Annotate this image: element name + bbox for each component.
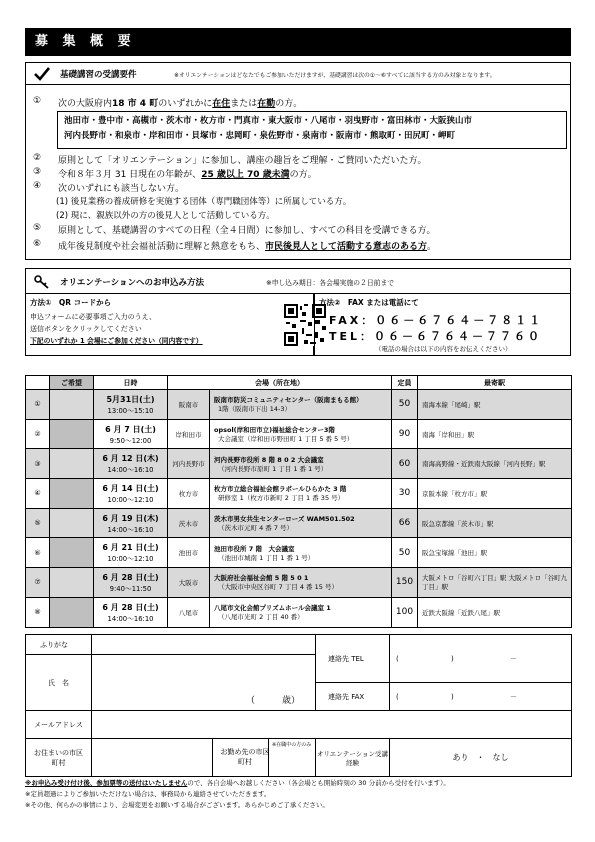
header-capacity: 定員 [392,376,418,390]
row-venue: opsol(岸和田市立)福祉総合センター3階 大会議室（岸和田市野田町 1 丁目 5 番 5 号） [210,419,392,449]
tel-number: TEL：０６－６７６４－７７６０ [329,330,543,343]
schedule-row [26,449,572,479]
row-capacity: 60 [392,449,418,479]
fax-label: 連絡先 FAX [316,683,390,711]
row-capacity: 66 [392,508,418,538]
header-wish: ご希望 [50,376,94,390]
row-datetime: 6 月 14 日(土) 10:00～12:10 [94,479,168,509]
paperclip-icon [34,274,50,290]
schedule-table [25,375,572,628]
fax-field[interactable]: ( ) － [390,683,572,711]
eligible-cities-box [57,111,567,149]
furigana-field[interactable] [92,635,316,655]
row-datetime: 6 月 28 日(土) 9:40～11:50 [94,568,168,598]
application-header [25,268,571,294]
tel-label: 連絡先 TEL [316,635,390,683]
schedule-row [26,597,572,627]
name-field[interactable] [92,655,316,711]
row-datetime: 5月31日(土) 13:00～15:10 [94,390,168,420]
row-datetime: 6 月 12 日(木) 14:00～16:10 [94,449,168,479]
row-venue: 河内長野市役所 8 階 8 0 2 大会議室 （河内長野市原町 1 丁目 1 番 1 号） [210,449,392,479]
row-venue: 大阪府社会福祉会館 5 階 5 0 1 （大阪市中央区谷町 7 丁目 4 番 15 号） [210,568,392,598]
row-city: 阪南市 [168,390,210,420]
row-datetime: 6 月 21 日(土) 10:00～12:10 [94,538,168,568]
schedule-header-row [26,376,572,390]
page-title: 募 集 概 要 [25,28,571,56]
header-blank [26,376,50,390]
phone-note: （電話の場合は以下の内容をお伝えください） [375,345,512,353]
method-2-title: 方法② FAX または電話にて [319,298,419,307]
row-station: 南海本線「尾崎」駅 [418,390,572,420]
tel-field[interactable]: ( ) － [390,635,572,683]
schedule-row [26,479,572,509]
row-capacity: 50 [392,390,418,420]
furigana-label: ふりがな [26,635,92,655]
application-deadline: ※申し込み期日：各会場実施の２日前まで [266,279,395,287]
wish-checkbox[interactable] [50,568,94,598]
row-venue: 池田市役所 7 階 大会議室 （池田市城南 1 丁目 1 番 1 号） [210,538,392,568]
row-number: ⑤ [26,508,50,538]
method-qr-box [25,294,314,356]
row-station: 近鉄大阪線「近鉄八尾」駅 [418,597,572,627]
header-venue: 会場（所在地） [168,376,392,390]
row-city: 池田市 [168,538,210,568]
row-number: ④ [26,479,50,509]
requirements-section: 基礎講習の受講要件 ※オリエンテーションはどなたでもご参加いただけますが、基礎講習は次の①～⑥すべてに該当する方のみ対象となります。 ① 次の大阪府内18 市 4 町のいずれかに在住または在勤の方。 池田市・豊中市・高槻市・茨木市・枚方市・門真市・東大阪市・八尾市・羽曳野市・富田林市・大阪狭山市 河内長野市・和泉市・岸和田市・貝塚市・忠岡町・泉佐野市・泉南市・阪南市・熊取町・田尻町・岬町 ② 原則として「オリエンテーション」に参加し、講座の趣旨をご理解・ご賛同いただいた方。 ③ 令和８年３月 31 日現在の年齢が、25 歳以上 70 歳未満の方。 ④ 次のいずれにも該当しない方。 (1) 後見業務の養成研修を実施する団体（専門職団体等）に所属している方。 (2) 現に、親族以外の方の後見人として活動している方。 ⑤ 原則として、基礎講習のすべての日程（全４日間）に参加し、すべての科目を受講できる方。 ⑥ 成年後見制度や社会福祉活動に理解と熱意をもち、市民後見人として活動する意志のある方。 [25,62,571,260]
row-capacity: 30 [392,479,418,509]
email-label: メールアドレス [26,711,92,739]
row-city: 茨木市 [168,508,210,538]
cities-line-1: 池田市・豊中市・高槻市・茨木市・枚方市・門真市・東大阪市・八尾市・羽曳野市・富田林市・大阪狭山市 [64,116,473,126]
application-title: オリエンテーションへのお申込み方法 [60,278,204,288]
row-capacity: 150 [392,568,418,598]
work-city-note: ※在職中の方のみ [272,742,312,748]
row-number: ③ [26,449,50,479]
row-station: 阪急京都線「茨木市」駅 [418,508,572,538]
row-number: ② [26,419,50,449]
home-city-field[interactable] [92,739,316,777]
schedule-row [26,568,572,598]
cities-line-2: 河内長野市・和泉市・岸和田市・貝塚市・忠岡町・泉佐野市・泉南市・阪南市・熊取町・田尻町・岬町 [64,131,456,141]
header-datetime: 日時 [94,376,168,390]
fax-number: FAX：０６－６７６４－７８１１ [329,314,544,327]
work-city-label: お勤め先の市区町村 [220,748,270,766]
wish-checkbox[interactable] [50,390,94,420]
row-station: 南海高野線・近鉄南大阪線「河内長野」駅 [418,449,572,479]
requirements-note: ※オリエンテーションはどなたでもご参加いただけますが、基礎講習は次の①～⑥すべてに該当する方のみ対象となります。 [174,73,496,79]
method-1-title: 方法① QR コードから [30,298,112,307]
row-venue: 阪南市防災コミュニティセンター（阪南まもる館） 1階（阪南市下出 14-3） [210,390,392,420]
row-city: 大阪市 [168,568,210,598]
home-city-label: お住まいの市区町村 [26,739,92,777]
row-datetime: 6 月 7 日(土) 9:50～12:00 [94,419,168,449]
schedule-row [26,419,572,449]
checkmark-icon [34,66,50,82]
schedule-row [26,508,572,538]
email-field[interactable] [92,711,572,739]
requirements-title: 基礎講習の受講要件 [60,70,137,80]
wish-checkbox[interactable] [50,538,94,568]
schedule-row [26,538,572,568]
row-capacity: 100 [392,597,418,627]
header-station: 最寄駅 [418,376,572,390]
row-city: 河内長野市 [168,449,210,479]
row-datetime: 6 月 19 日(木) 14:00～16:10 [94,508,168,538]
row-station: 南海「岸和田」駅 [418,419,572,449]
row-city: 岸和田市 [168,419,210,449]
row-number: ⑥ [26,538,50,568]
requirement-4-sub-1: (1) 後見業務の養成研修を実施する団体（専門職団体等）に所属している方。 [56,197,352,207]
age-field[interactable]: （ 歳） [246,696,301,706]
schedule-row [26,390,572,420]
row-station: 阪急宝塚線「池田」駅 [418,538,572,568]
method-1-body: 申込フォームに必要事項ご入力のうえ、 送信ボタンをクリックしてください 下記のいずれか 1 会場にご参加ください（同内容です） [30,313,203,345]
row-station: 大阪メトロ「谷町六丁目」駅 大阪メトロ「谷町九丁目」駅 [418,568,572,598]
row-capacity: 90 [392,419,418,449]
requirements-header [26,63,570,85]
method-fax-box [314,294,571,356]
row-station: 京阪本線「枚方市」駅 [418,479,572,509]
wish-checkbox[interactable] [50,419,94,449]
name-label: 氏 名 [26,655,92,711]
wish-checkbox[interactable] [50,479,94,509]
row-city: 枚方市 [168,479,210,509]
wish-checkbox[interactable] [50,449,94,479]
row-number: ⑦ [26,568,50,598]
row-number: ① [26,390,50,420]
application-form [25,634,572,777]
footer-note-3: ※その他、何らかの事情により、会場変更をお願いする場合がございます。あらかじめご了承ください。 [25,801,329,809]
row-capacity: 50 [392,538,418,568]
row-datetime: 6 月 28 日(土) 14:00～16:10 [94,597,168,627]
row-number: ⑧ [26,597,50,627]
wish-checkbox[interactable] [50,597,94,627]
requirement-4-sub-2: (2) 現に、親族以外の方の後見人として活動している方。 [56,211,275,221]
row-venue: 茨木市男女共生センターローズ WAM501.502 （茨木市元町 4 番 7 号） [210,508,392,538]
footer-note-1: ※お申込み受け付け後、参加票等の送付はいたしませんので、各自会場へお越しください（各会場とも開始時刻の 30 分前から受付を行います）。 [25,779,450,787]
row-venue: 枚方市立総合福祉会館ラポールひらかた 3 階 研修室 1（枚方市新町 2 丁目 1 番 35 号） [210,479,392,509]
row-venue: 八尾市文化会館プリズムホール会議室 1 （八尾市光町 2 丁目 40 番） [210,597,392,627]
wish-checkbox[interactable] [50,508,94,538]
row-city: 八尾市 [168,597,210,627]
orientation-yesno[interactable]: あり ・ なし [390,739,572,777]
footer-note-2: ※定員超過によりご参加いただけない場合は、事務局から連絡させていただきます。 [25,790,271,798]
orientation-label: オリエンテーション受講経験 [316,739,390,777]
